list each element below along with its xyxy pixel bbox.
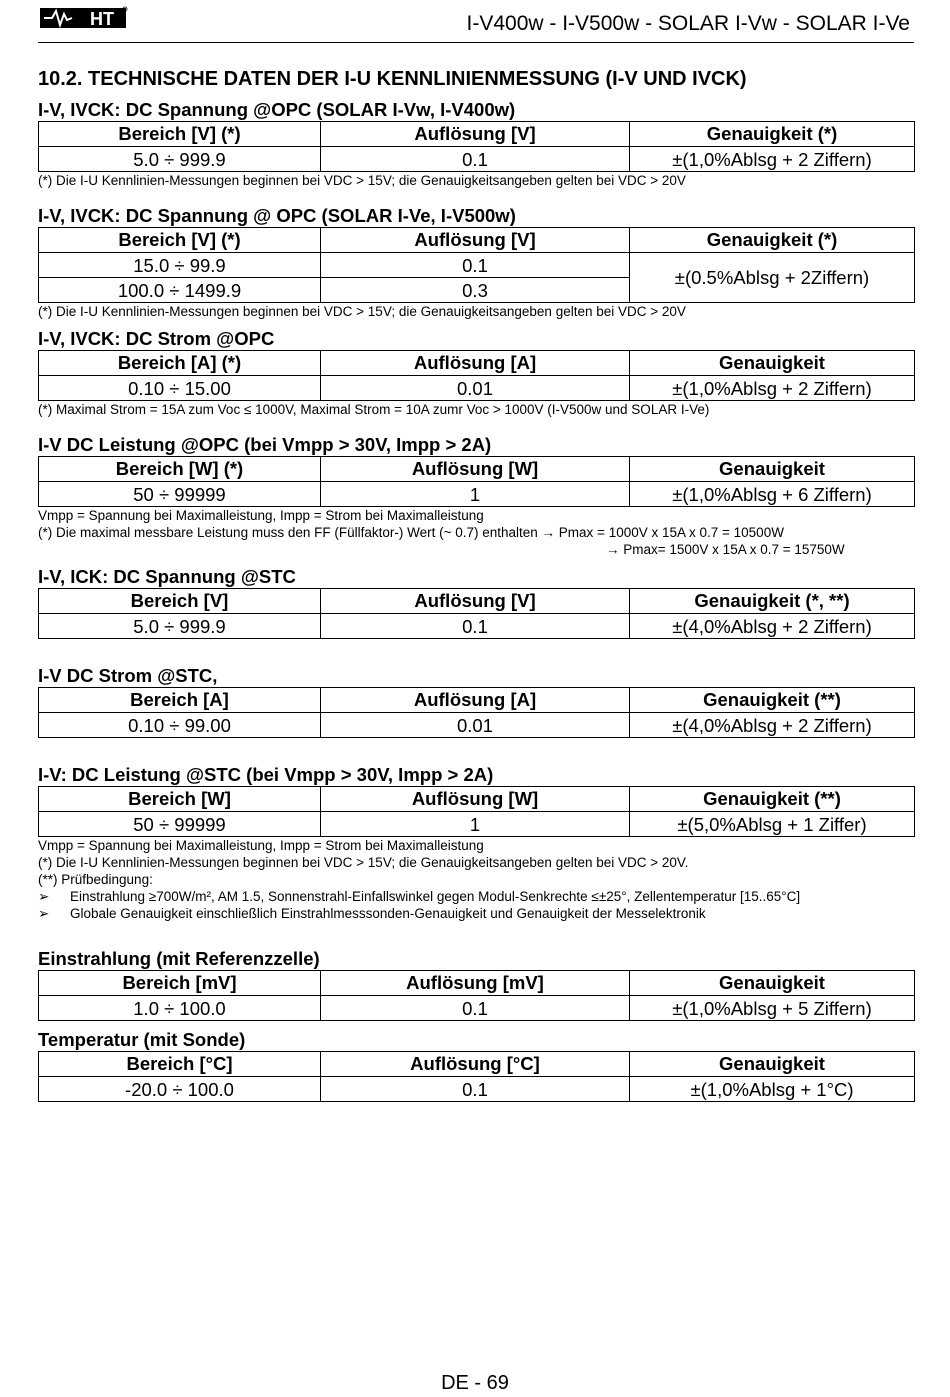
section-title: Einstrahlung (mit Referenzzelle)	[38, 948, 320, 969]
column-header: Bereich [mV]	[39, 971, 321, 996]
column-header: Genauigkeit (**)	[630, 787, 915, 812]
section-title: I-V: DC Leistung @STC (bei Vmpp > 30V, Impp > 2A)	[38, 764, 494, 785]
range-cell: 0.10 ÷ 99.00	[39, 713, 321, 738]
accuracy-cell: ±(4,0%Ablsg + 2 Ziffern)	[630, 713, 915, 738]
range-cell: 5.0 ÷ 999.9	[39, 147, 321, 172]
section-title: I-V DC Leistung @OPC (bei Vmpp > 30V, Impp > 2A)	[38, 434, 492, 455]
footnote: Vmpp = Spannung bei Maximalleistung, Impp = Strom bei Maximalleistung	[38, 838, 484, 853]
spec-table	[38, 970, 915, 1021]
column-header: Genauigkeit (*)	[630, 228, 915, 253]
column-header: Bereich [V]	[39, 589, 321, 614]
section-title: I-V, IVCK: DC Spannung @ OPC (SOLAR I-Ve, I-V500w)	[38, 205, 516, 226]
column-header: Auflösung [°C]	[321, 1052, 630, 1077]
column-header: Bereich [W] (*)	[39, 457, 321, 482]
page-number: DE - 69	[441, 1372, 509, 1394]
bullet-text: Einstrahlung ≥700W/m², AM 1.5, Sonnenstrahl-Einfallswinkel gegen Modul-Senkrechte ≤±25°, Zellentemperatur [15..65°C]	[70, 889, 801, 904]
footnote: (*) Die I-U Kennlinien-Messungen beginnen bei VDC > 15V; die Genauigkeitsangeben gelten bei VDC > 20V.	[38, 855, 689, 870]
spec-table	[38, 588, 915, 639]
column-header: Auflösung [V]	[321, 122, 630, 147]
spec-table	[38, 687, 915, 738]
resolution-cell: 0.1	[321, 253, 630, 278]
spec-table	[38, 350, 915, 401]
section-title: Temperatur (mit Sonde)	[38, 1029, 246, 1050]
resolution-cell: 0.3	[321, 278, 630, 303]
resolution-cell: 1	[321, 812, 630, 837]
footnote: (**) Prüfbedingung:	[38, 872, 153, 887]
footnote: (*) Die I-U Kennlinien-Messungen beginnen bei VDC > 15V; die Genauigkeitsangeben gelten bei VDC > 20V	[38, 304, 686, 319]
section-title: I-V, IVCK: DC Strom @OPC	[38, 328, 275, 349]
document-title: I-V400w - I-V500w - SOLAR I-Vw - SOLAR I-Ve	[466, 12, 910, 35]
accuracy-cell: ±(1,0%Ablsg + 2 Ziffern)	[630, 147, 915, 172]
table-row	[39, 996, 915, 1021]
footnote: (*) Maximal Strom = 15A zum Voc ≤ 1000V, Maximal Strom = 10A zumr Voc > 1000V (I-V500w und SOLAR I-Ve)	[38, 402, 710, 417]
spec-table	[38, 227, 915, 303]
section-title: I-V, IVCK: DC Spannung @OPC (SOLAR I-Vw, I-V400w)	[38, 99, 516, 120]
table-row	[39, 812, 915, 837]
accuracy-cell: ±(4,0%Ablsg + 2 Ziffern)	[630, 614, 915, 639]
range-cell: -20.0 ÷ 100.0	[39, 1077, 321, 1102]
column-header: Genauigkeit (**)	[630, 688, 915, 713]
spec-table	[38, 1051, 915, 1102]
accuracy-cell: ±(1,0%Ablsg + 2 Ziffern)	[630, 376, 915, 401]
accuracy-cell: ±(5,0%Ablsg + 1 Ziffer)	[630, 812, 915, 837]
footnote: (*) Die I-U Kennlinien-Messungen beginnen bei VDC > 15V; die Genauigkeitsangeben gelten bei VDC > 20V	[38, 173, 686, 188]
column-header: Bereich [V] (*)	[39, 228, 321, 253]
column-header: Genauigkeit (*)	[630, 122, 915, 147]
column-header: Genauigkeit	[630, 971, 915, 996]
resolution-cell: 0.1	[321, 1077, 630, 1102]
column-header: Bereich [A] (*)	[39, 351, 321, 376]
section-title: I-V, ICK: DC Spannung @STC	[38, 566, 296, 587]
column-header: Genauigkeit	[630, 457, 915, 482]
range-cell: 15.0 ÷ 99.9	[39, 253, 321, 278]
column-header: Auflösung [A]	[321, 688, 630, 713]
column-header: Auflösung [W]	[321, 457, 630, 482]
table-row	[39, 614, 915, 639]
column-header: Auflösung [mV]	[321, 971, 630, 996]
section-title: I-V DC Strom @STC,	[38, 665, 218, 686]
resolution-cell: 0.1	[321, 614, 630, 639]
range-cell: 50 ÷ 99999	[39, 812, 321, 837]
table-row	[39, 253, 915, 278]
accuracy-cell: ±(0.5%Ablsg + 2Ziffern)	[630, 253, 915, 303]
list-item	[38, 905, 914, 922]
resolution-cell: 1	[321, 482, 630, 507]
table-row	[39, 376, 915, 401]
footnote: Vmpp = Spannung bei Maximalleistung, Impp = Strom bei Maximalleistung	[38, 508, 484, 523]
footnote: → Pmax= 1500V x 15A x 0.7 = 15750W	[606, 542, 845, 557]
column-header: Genauigkeit	[630, 1052, 915, 1077]
footnote: (*) Die maximal messbare Leistung muss den FF (Füllfaktor-) Wert (~ 0.7) enthalten → Pmax = 1000V x 15A x 0.7 = 10500W	[38, 525, 784, 540]
page-content	[38, 60, 914, 1102]
arrow-bullet-icon: ➢	[38, 906, 50, 921]
page-header	[38, 0, 914, 43]
column-header: Bereich [°C]	[39, 1052, 321, 1077]
table-row	[39, 482, 915, 507]
spec-table	[38, 456, 915, 507]
column-header: Auflösung [V]	[321, 589, 630, 614]
arrow-bullet-icon: ➢	[38, 889, 50, 904]
list-item	[38, 888, 914, 905]
resolution-cell: 0.1	[321, 147, 630, 172]
column-header: Bereich [W]	[39, 787, 321, 812]
resolution-cell: 0.01	[321, 713, 630, 738]
range-cell: 100.0 ÷ 1499.9	[39, 278, 321, 303]
accuracy-cell: ±(1,0%Ablsg + 5 Ziffern)	[630, 996, 915, 1021]
bullet-text: Globale Genauigkeit einschließlich Einstrahlmesssonden-Genauigkeit und Genauigkeit der Messelektronik	[70, 906, 706, 921]
column-header: Bereich [V] (*)	[39, 122, 321, 147]
resolution-cell: 0.01	[321, 376, 630, 401]
table-row	[39, 147, 915, 172]
resolution-cell: 0.1	[321, 996, 630, 1021]
column-header: Auflösung [W]	[321, 787, 630, 812]
table-row	[39, 713, 915, 738]
accuracy-cell: ±(1,0%Ablsg + 1°C)	[630, 1077, 915, 1102]
column-header: Genauigkeit	[630, 351, 915, 376]
ht-logo	[40, 6, 128, 30]
table-row	[39, 1077, 915, 1102]
accuracy-cell: ±(1,0%Ablsg + 6 Ziffern)	[630, 482, 915, 507]
spec-table	[38, 121, 915, 172]
svg-text:HT: HT	[90, 9, 114, 29]
column-header: Bereich [A]	[39, 688, 321, 713]
range-cell: 1.0 ÷ 100.0	[39, 996, 321, 1021]
column-header: Auflösung [V]	[321, 228, 630, 253]
column-header: Genauigkeit (*, **)	[630, 589, 915, 614]
range-cell: 5.0 ÷ 999.9	[39, 614, 321, 639]
chapter-title: 10.2. TECHNISCHE DATEN DER I-U KENNLINIENMESSUNG (I-V UND IVCK)	[38, 68, 747, 90]
range-cell: 0.10 ÷ 15.00	[39, 376, 321, 401]
column-header: Auflösung [A]	[321, 351, 630, 376]
spec-table	[38, 786, 915, 837]
range-cell: 50 ÷ 99999	[39, 482, 321, 507]
